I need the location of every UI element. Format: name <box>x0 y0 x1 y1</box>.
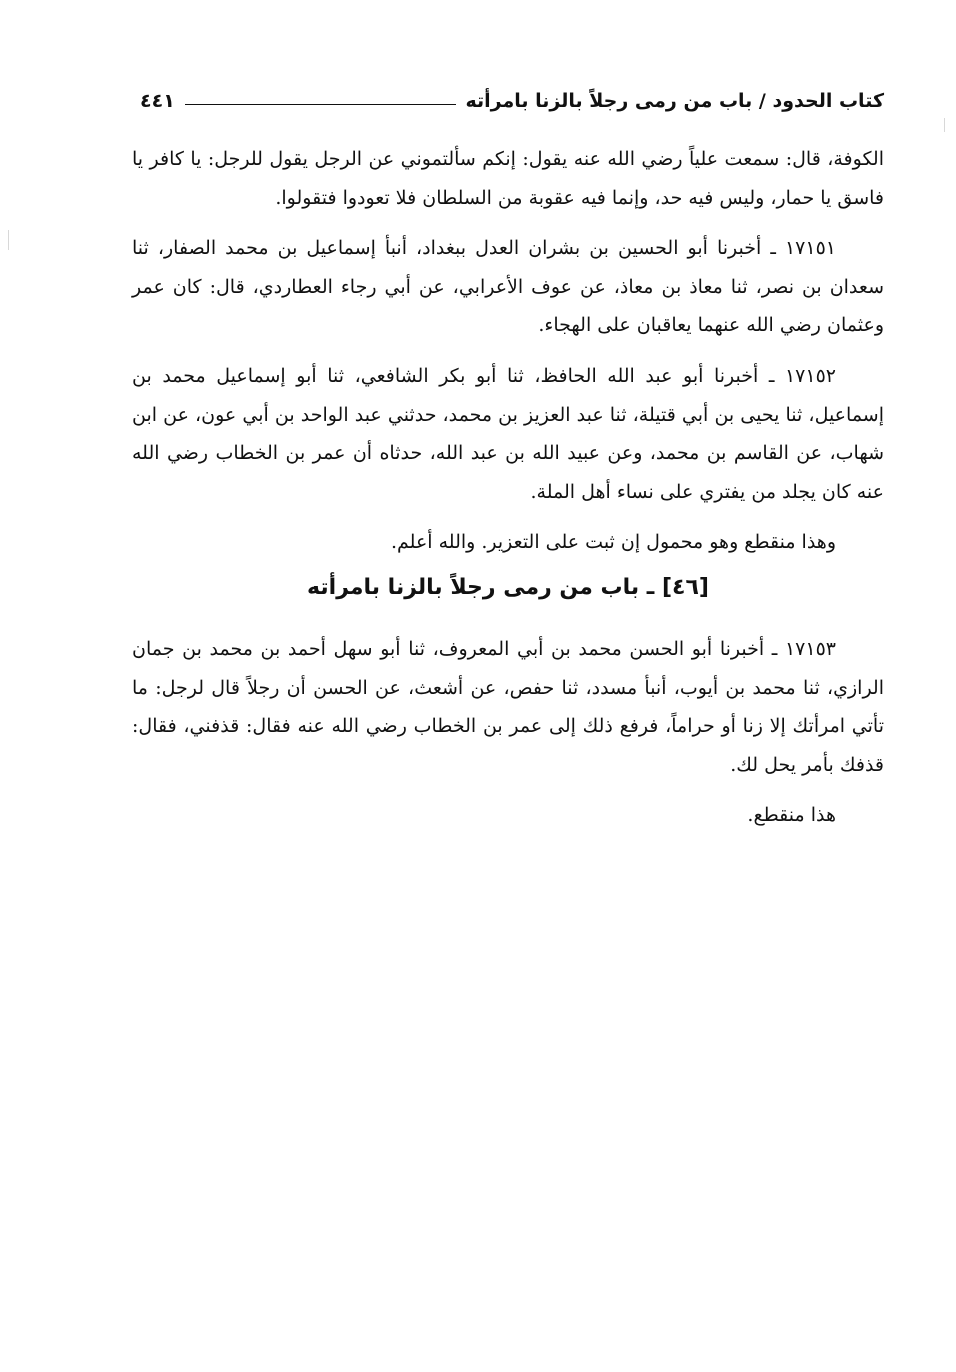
page-number: ٤٤١ <box>140 90 175 112</box>
hadith-17153: ١٧١٥٣ ـ أخبرنا أبو الحسن محمد بن أبي المعروف، ثنا أبو سهل أحمد بن محمد بن جمان الرازي، ثنا محمد بن أيوب، أنبأ مسدد، ثنا حفص، عن أشعث، عن الحسن أن رجلاً قال لرجل: ما تأتي امرأتك إلا زنا أو حراماً، فرفع ذلك إلى عمر بن الخطاب رضي الله عنه فقال: قذفني، فقال: قذفك بأمر يحل لك. <box>132 637 884 776</box>
chapter-heading: [٤٦] ـ باب من رمى رجلاً بالزنا بامرأته <box>307 574 709 600</box>
closing-note: هذا منقطع. <box>747 804 836 827</box>
header-rule <box>185 104 456 105</box>
scan-edge-mark <box>944 118 945 132</box>
paragraph-continuation: الكوفة، قال: سمعت علياً رضي الله عنه يقول: إنكم سألتموني عن الرجل يقول للرجل: يا كافر يا فاسق يا حمار، وليس فيه حد، وإنما فيه عقوبة من السلطان فلا تعودوا فتقولوا. <box>132 148 884 209</box>
hadith-17152: ١٧١٥٢ ـ أخبرنا أبو عبد الله الحافظ، ثنا أبو بكر الشافعي، ثنا أبو إسماعيل محمد بن إسماعيل، ثنا يحيى بن أبي قتيلة، ثنا عبد العزيز بن محمد، حدثني عبد الواحد بن أبي عون، عن ابن شهاب، عن القاسم بن محمد، وعن عبيد الله بن عبد الله، حدثاه أن عمر بن الخطاب رضي الله عنه كان يجلد من يفتري على نساء أهل الملة. <box>132 364 884 503</box>
running-header <box>140 86 884 116</box>
page-body <box>132 140 884 854</box>
header-title: كتاب الحدود / باب من رمى رجلاً بالزنا بامرأته <box>465 90 884 112</box>
author-note: وهذا منقطع وهو محمول إن ثبت على التعزير. والله أعلم. <box>390 531 836 554</box>
scan-edge-mark <box>8 230 9 250</box>
hadith-17151: ١٧١٥١ ـ أخبرنا أبو الحسين بن بشران العدل ببغداد، أنبأ إسماعيل بن محمد الصفار، ثنا سعدان بن نصر، ثنا معاذ بن معاذ، عن عوف الأعرابي، عن أبي رجاء العطاردي، قال: كان عمر وعثمان رضي الله عنهما يعاقبان على الهجاء. <box>132 237 884 337</box>
